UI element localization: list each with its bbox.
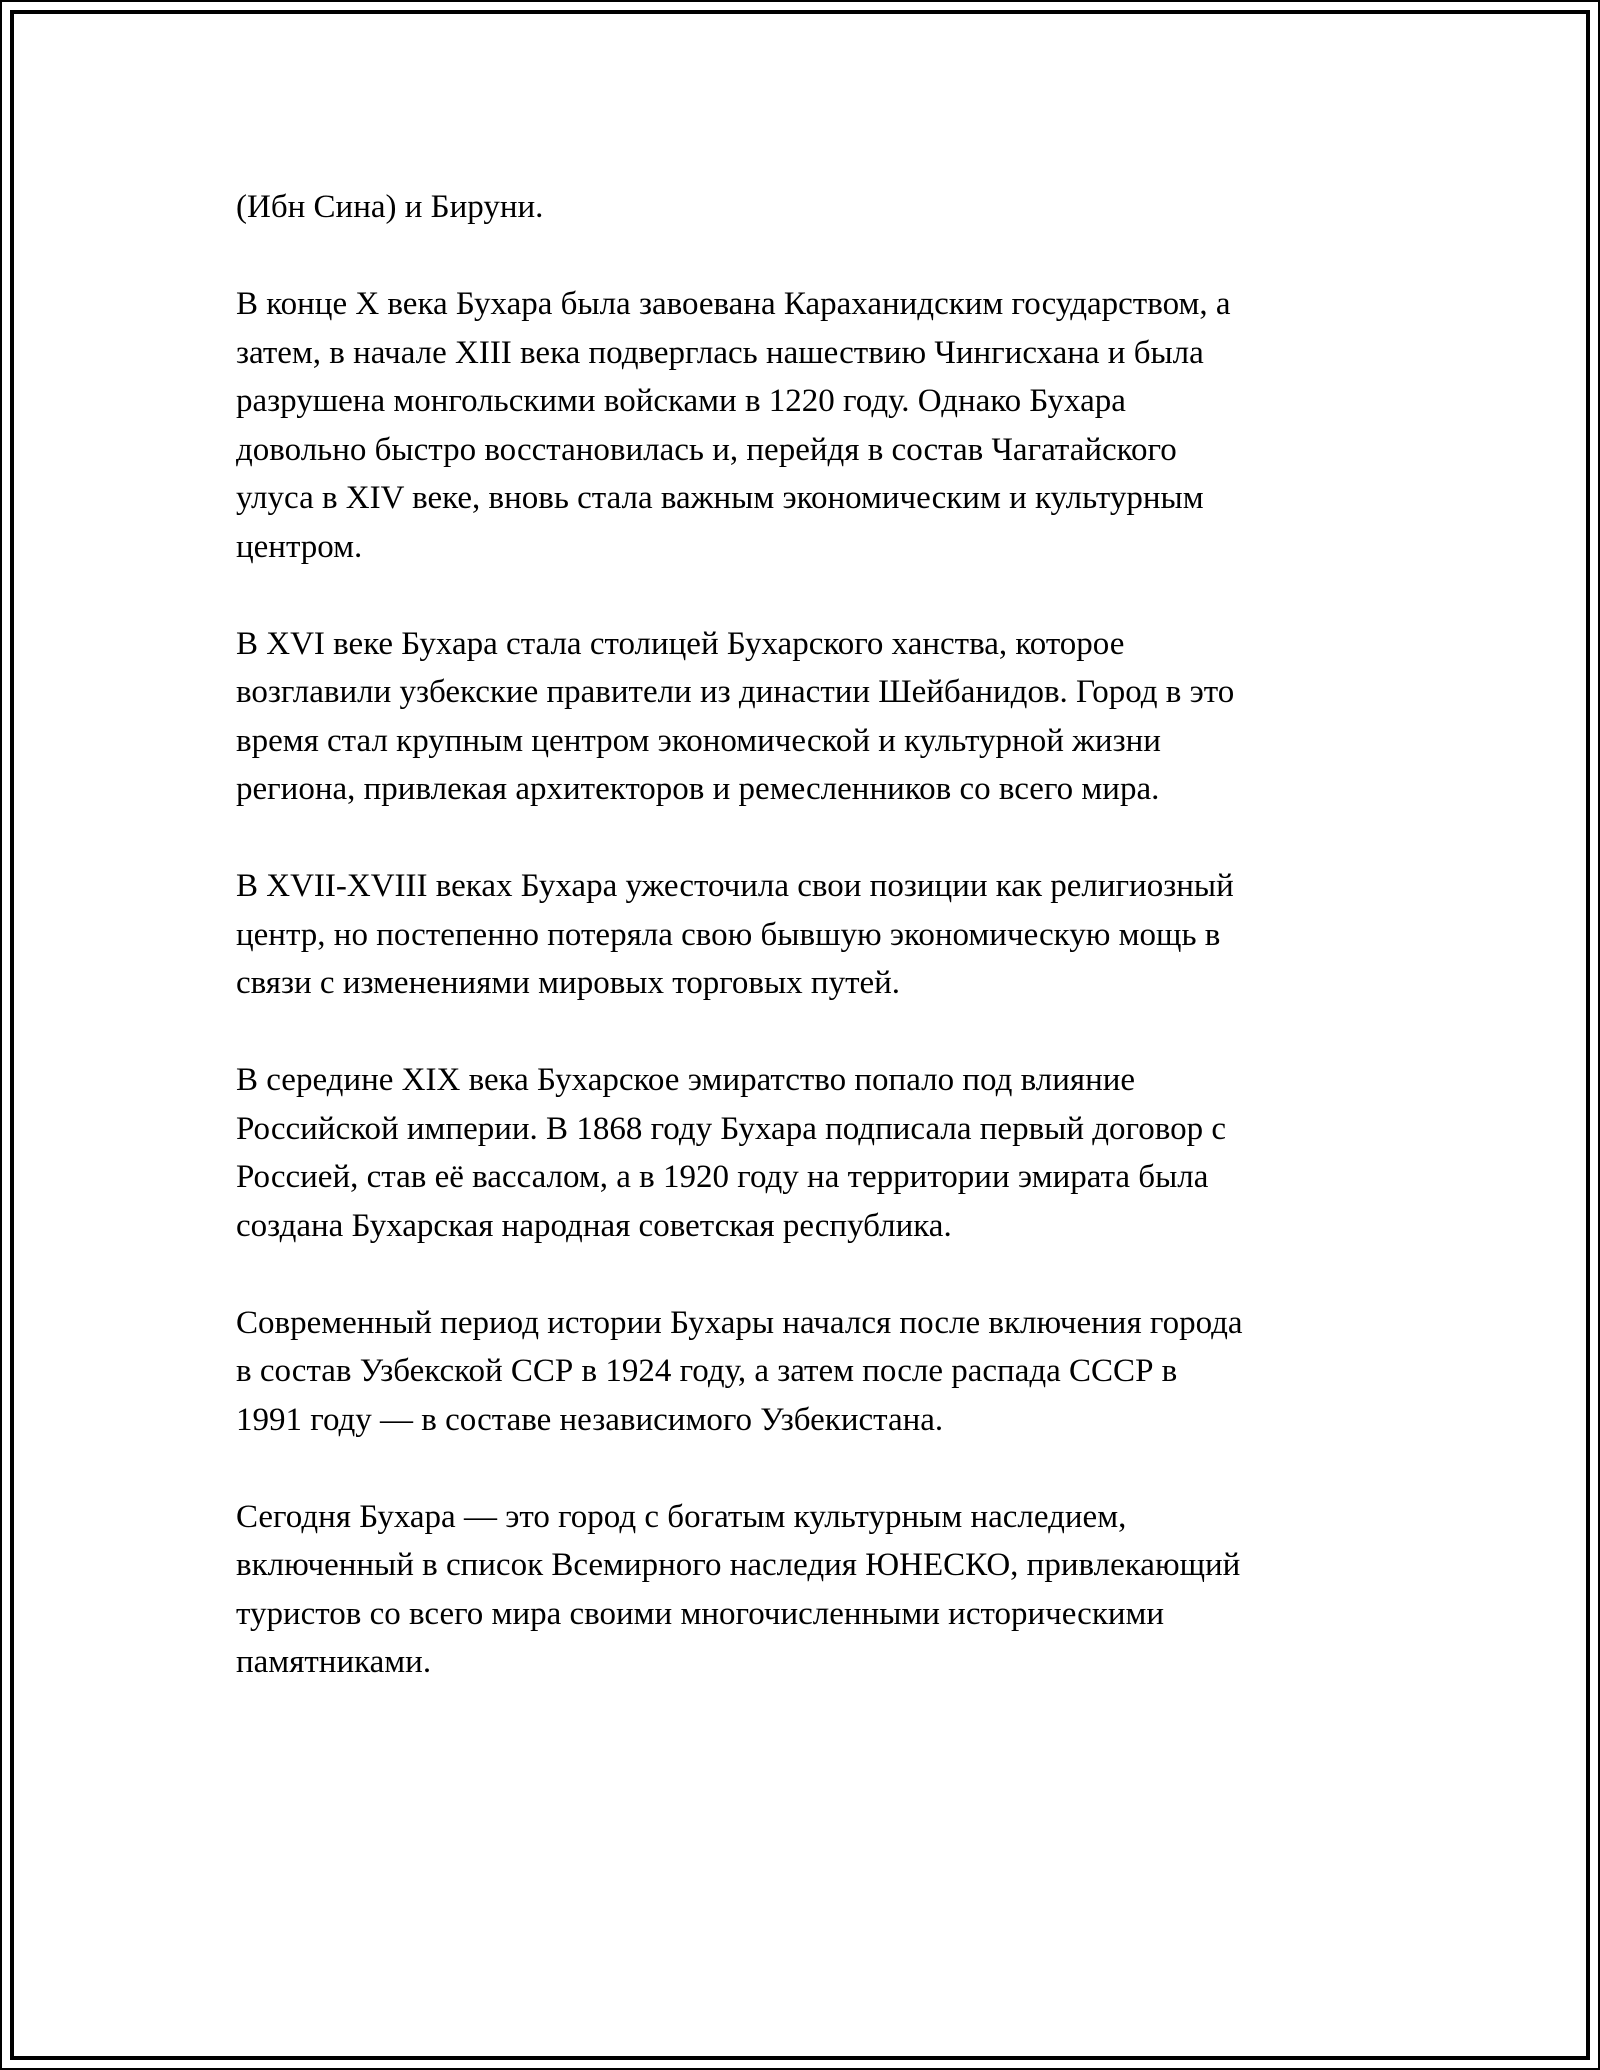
paragraph-7: Сегодня Бухара — это город с богатым культурным наследием, включенный в список Всемирного наследия ЮНЕСКО, привлекающий туристов со всего мира своими многочисленными историческими памятниками. xyxy=(236,1498,1241,1680)
paragraph-5: В середине XIX века Бухарское эмиратство попало под влияние Российской империи. В 1868 году Бухара подписала первый договор с Россией, став её вассалом, а в 1920 году на территории эмирата была создана Бухарская народная советская республика. xyxy=(236,1062,1226,1244)
paragraph-1: (Ибн Сина) и Бируни. xyxy=(236,189,544,225)
paragraph-3: В XVI веке Бухара стала столицей Бухарского ханства, которое возглавили узбекские правители из династии Шейбанидов. Город в это время стал крупным центром экономической и культурной жизни региона, привлекая архитекторов и ремесленников со всего мира. xyxy=(236,625,1235,807)
paragraph-2: В конце X века Бухара была завоевана Караханидским государством, а затем, в начале XIII века подверглась нашествию Чингисхана и была разрушена монгольскими войсками в 1220 году. Однако Бухара довольно быстро восстановилась и, перейдя в состав Чагатайского улуса в XIV веке, вновь стала важным экономическим и культурным центром. xyxy=(236,286,1231,565)
paragraph-6: Современный период истории Бухары начался после включения города в состав Узбекской ССР в 1924 году, а затем после распада СССР в 1991 году — в составе независимого Узбекистана. xyxy=(236,1304,1243,1438)
paragraph-4: В XVII-XVIII веках Бухара ужесточила свои позиции как религиозный центр, но постепенно потеряла свою бывшую экономическую мощь в связи с изменениями мировых торговых путей. xyxy=(236,868,1234,1001)
document-body xyxy=(236,183,1386,1735)
